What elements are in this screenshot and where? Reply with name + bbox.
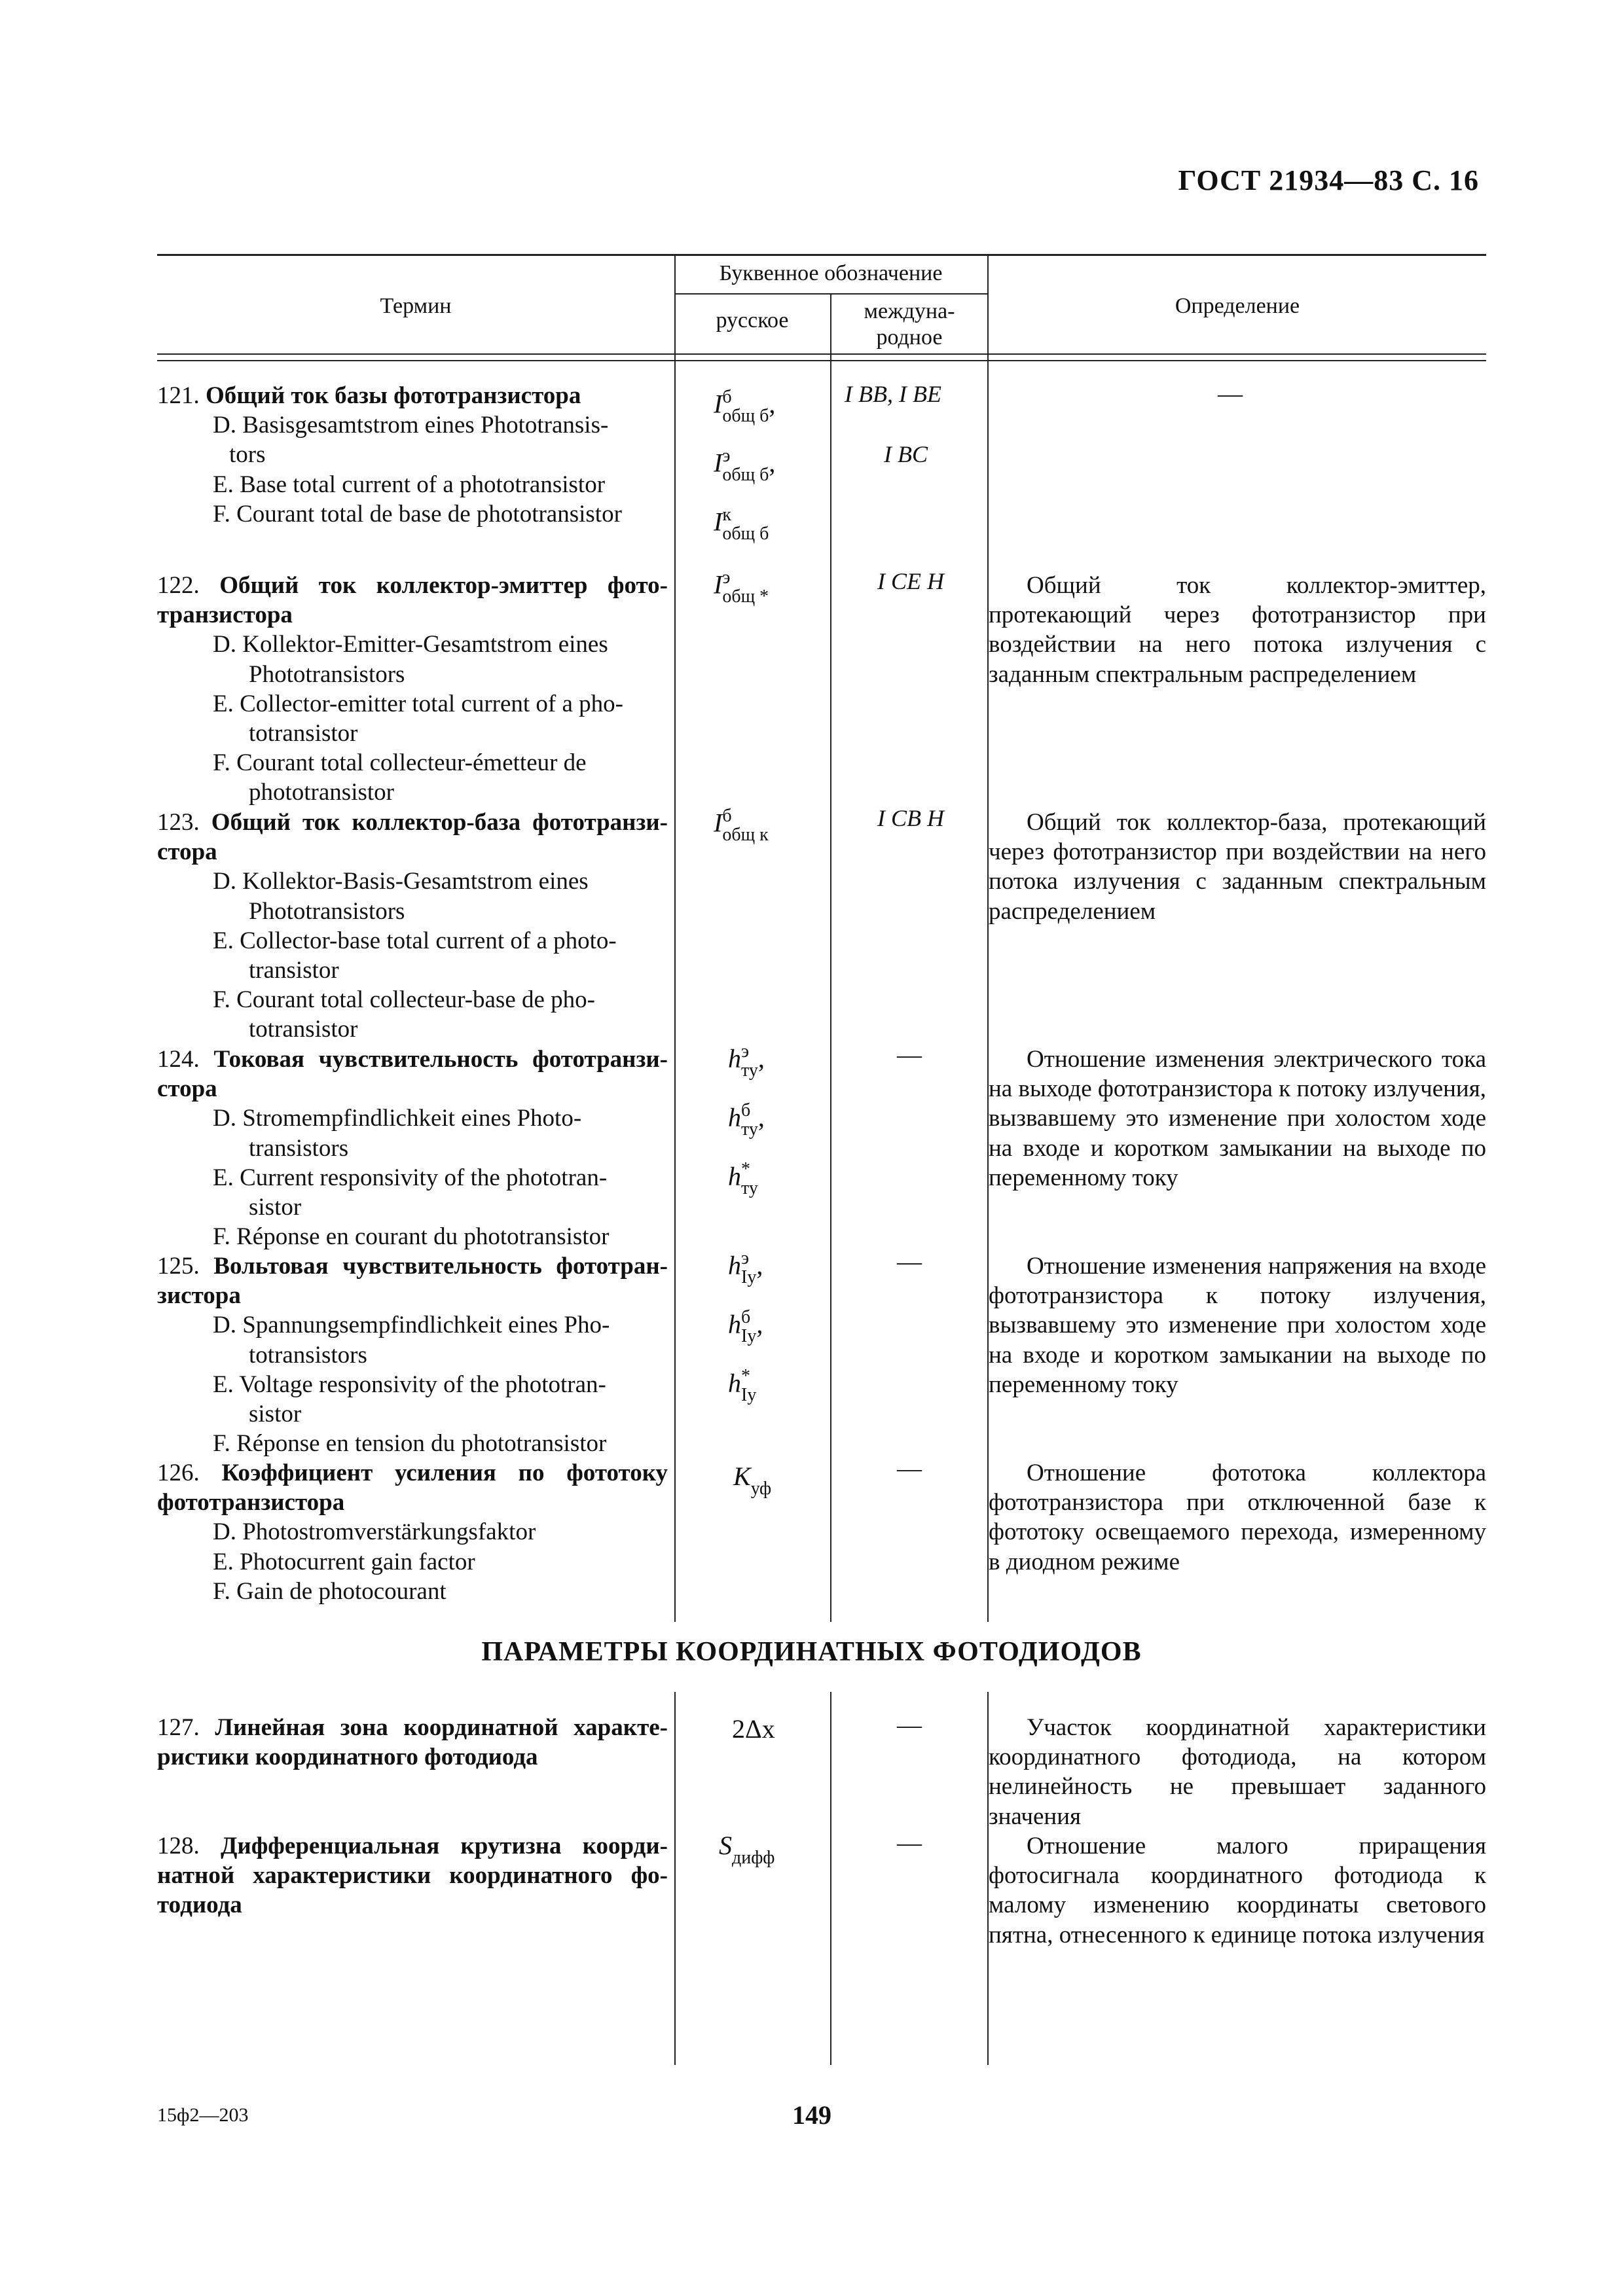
term-number: 122. bbox=[157, 572, 200, 599]
term-124 bbox=[157, 1045, 668, 1251]
term-number: 121. bbox=[157, 382, 200, 409]
term-title-cont: транзистора bbox=[157, 601, 293, 629]
term-title: Общий ток базы фототранзистора bbox=[206, 382, 581, 409]
term-line: D. Spannungsempfindlichkeit eines Pho- bbox=[213, 1312, 610, 1339]
symbol-124-a: hэ ту, bbox=[728, 1041, 765, 1081]
term-line: D. Kollektor-Emitter-Gesamtstrom eines bbox=[213, 631, 608, 658]
symbol-126: $K_{уф}$ bbox=[733, 1462, 772, 1499]
term-line: D. Kollektor-Basis-Gesamtstrom eines bbox=[213, 868, 589, 895]
symbol-121-a: Iб общ б, bbox=[714, 387, 776, 427]
term-line-de: D. Basisgesamtstrom eines Phototransis- bbox=[213, 412, 609, 439]
definition-128: Отношение малого приращения фотосигнала координатного фотодиода к малому изменению координаты светового пятна, отнесенного к единице потока излучения bbox=[989, 1833, 1486, 1948]
symbol-124-int: — bbox=[897, 1041, 922, 1069]
col-rule-1 bbox=[674, 254, 676, 1622]
term-line: F. Réponse en courant du phototransistor bbox=[213, 1223, 610, 1251]
term-line: phototransistor bbox=[249, 779, 394, 806]
symbol-127-int: — bbox=[897, 1712, 922, 1739]
term-line: F. Gain de photocourant bbox=[213, 1577, 447, 1605]
definition-127: Участок координатной характеристики координатного фотодиода, на котором нелинейность не превышает заданного значения bbox=[989, 1714, 1486, 1830]
symbol-124-b: hб ту, bbox=[728, 1100, 765, 1140]
symbol-121-c: Iк общ б bbox=[714, 505, 769, 545]
symbol-125-a: hэ Iу, bbox=[728, 1248, 763, 1288]
term-title-cont: ристики координатного фотодиода bbox=[157, 1744, 538, 1771]
definition-122: Общий ток коллектор-эмиттер, протекающий через фототранзистор при воздействии на него потока излучения с заданным спектральным распределением bbox=[989, 572, 1486, 688]
term-title-cont: натной характеристики координатного фо- bbox=[157, 1862, 668, 1890]
term-line: sistor bbox=[249, 1401, 302, 1428]
symbol-127: 2Δx bbox=[732, 1714, 775, 1744]
term-line: Phototransistors bbox=[249, 897, 405, 925]
term-title: Вольтовая чувствительность фототран- bbox=[213, 1253, 668, 1280]
symbol-124-c: h* ту bbox=[728, 1159, 758, 1199]
col-head-international-2: родное bbox=[876, 325, 943, 350]
symbol-121-int-2: I BC bbox=[884, 441, 928, 467]
symbol-122-int: I CE H bbox=[877, 568, 944, 594]
table-head-rule-1 bbox=[157, 353, 1486, 355]
term-title-cont: тодиода bbox=[157, 1892, 242, 1919]
col-head-international-1: междуна- bbox=[864, 299, 955, 323]
term-title-cont: фототранзистора bbox=[157, 1489, 345, 1516]
term-line-en: E. Base total current of a phototransistor bbox=[213, 471, 606, 498]
symbol-123-int: I CB H bbox=[877, 805, 944, 831]
term-line: E. Collector-emitter total current of a pho- bbox=[213, 690, 623, 717]
term-line: F. Courant total collecteur-base de pho- bbox=[213, 986, 595, 1014]
term-line: totransistors bbox=[249, 1341, 367, 1369]
term-122 bbox=[157, 571, 668, 808]
col-head-russian: русское bbox=[716, 308, 789, 332]
term-title-cont: зистора bbox=[157, 1282, 241, 1310]
term-number: 125. bbox=[157, 1253, 200, 1280]
col-rule-3 bbox=[987, 254, 989, 1622]
symbol-125-b: hб Iу, bbox=[728, 1307, 763, 1347]
term-number: 128. bbox=[157, 1833, 200, 1859]
term-127 bbox=[157, 1713, 668, 1772]
symbol-121-int-1: I BB, I BE bbox=[845, 381, 941, 407]
term-title: Общий ток коллектор-эмиттер фото- bbox=[219, 572, 668, 599]
section-title: ПАРАМЕТРЫ КООРДИНАТНЫХ ФОТОДИОДОВ bbox=[481, 1637, 1142, 1667]
col-head-term: Термин bbox=[380, 294, 452, 318]
definition-121: — bbox=[1218, 380, 1243, 408]
term-line: transistors bbox=[249, 1134, 349, 1162]
term-title: Коэффициент усиления по фототоку bbox=[221, 1460, 668, 1486]
term-number: 124. bbox=[157, 1046, 200, 1073]
term-title: Общий ток коллектор-база фототранзи- bbox=[211, 809, 668, 836]
col-head-designation: Буквенное обозначение bbox=[719, 261, 943, 285]
term-123 bbox=[157, 808, 668, 1045]
definition-123: Общий ток коллектор-база, протекающий через фототранзистор при воздействии на него потока излучения с заданным спектральным распределением bbox=[989, 809, 1486, 925]
term-line: totransistor bbox=[249, 1016, 358, 1043]
definition-124: Отношение изменения электрического тока на выходе фототранзистора к потоку излучения, вызвавшему это изменение при холостом ходе на входе и коротком замыкании на выходе по переменному току bbox=[989, 1046, 1486, 1191]
page-number: 149 bbox=[792, 2100, 831, 2130]
term-line: Phototransistors bbox=[249, 660, 405, 688]
term-128 bbox=[157, 1831, 668, 1920]
lower-col-rule-1 bbox=[674, 1692, 676, 2065]
col-head-definition: Определение bbox=[1175, 294, 1300, 318]
symbol-125-int: — bbox=[897, 1248, 922, 1276]
term-126 bbox=[157, 1458, 668, 1606]
term-number: 126. bbox=[157, 1460, 200, 1486]
definition-126: Отношение фототока коллектора фототранзистора при отключенной базе к фототоку освещаемого перехода, измеренному в диодном режиме bbox=[989, 1460, 1486, 1575]
term-line: sistor bbox=[249, 1194, 302, 1221]
term-line: E. Current responsivity of the phototran- bbox=[213, 1164, 608, 1191]
term-number: 123. bbox=[157, 809, 200, 836]
document-header: ГОСТ 21934—83 С. 16 bbox=[1178, 164, 1479, 196]
symbol-128: $S_{дифф}$ bbox=[719, 1831, 775, 1868]
term-line: E. Collector-base total current of a photo- bbox=[213, 927, 617, 954]
footer-code: 15ф2—203 bbox=[157, 2104, 249, 2126]
symbol-128-int: — bbox=[897, 1829, 922, 1857]
symbol-125-c: h* Iу bbox=[728, 1366, 757, 1406]
symbol-126-int: — bbox=[897, 1455, 922, 1482]
symbol-122: Iэ общ * bbox=[714, 567, 769, 607]
term-line: transistor bbox=[249, 957, 339, 984]
term-line: E. Photocurrent gain factor bbox=[213, 1548, 475, 1575]
term-line: D. Photostromverstärkungsfaktor bbox=[213, 1518, 536, 1546]
term-title-cont: стора bbox=[157, 838, 217, 866]
symbol-123: Iб общ к bbox=[714, 806, 769, 846]
col-rule-2 bbox=[830, 293, 831, 1622]
term-line: D. Stromempfindlichkeit eines Photo- bbox=[213, 1105, 582, 1132]
term-line: F. Courant total collecteur-émetteur de bbox=[213, 749, 587, 777]
term-line: E. Voltage responsivity of the phototran- bbox=[213, 1371, 606, 1398]
definition-125: Отношение изменения напряжения на входе фототранзистора к потоку излучения, вызвавшему это изменение при холостом ходе на входе и коротком замыкании на выходе по переменному току bbox=[989, 1253, 1486, 1398]
lower-col-rule-2 bbox=[830, 1692, 831, 2065]
term-line-de-cont: tors bbox=[229, 441, 266, 469]
term-121 bbox=[157, 381, 668, 529]
symbol-121-b: Iэ общ б, bbox=[714, 446, 776, 486]
term-number: 127. bbox=[157, 1714, 200, 1741]
table-top-rule bbox=[157, 254, 1486, 256]
term-title-cont: стора bbox=[157, 1075, 217, 1103]
term-line: F. Réponse en tension du phototransistor bbox=[213, 1430, 607, 1458]
term-line-fr: F. Courant total de base de phototransistor bbox=[213, 500, 622, 528]
term-title: Дифференциальная крутизна коорди- bbox=[220, 1833, 668, 1859]
term-125 bbox=[157, 1251, 668, 1458]
table-head-rule-2 bbox=[157, 360, 1486, 361]
term-line: totransistor bbox=[249, 720, 358, 747]
term-title: Токовая чувствительность фототранзи- bbox=[213, 1046, 668, 1073]
term-title: Линейная зона координатной характе- bbox=[215, 1714, 668, 1741]
